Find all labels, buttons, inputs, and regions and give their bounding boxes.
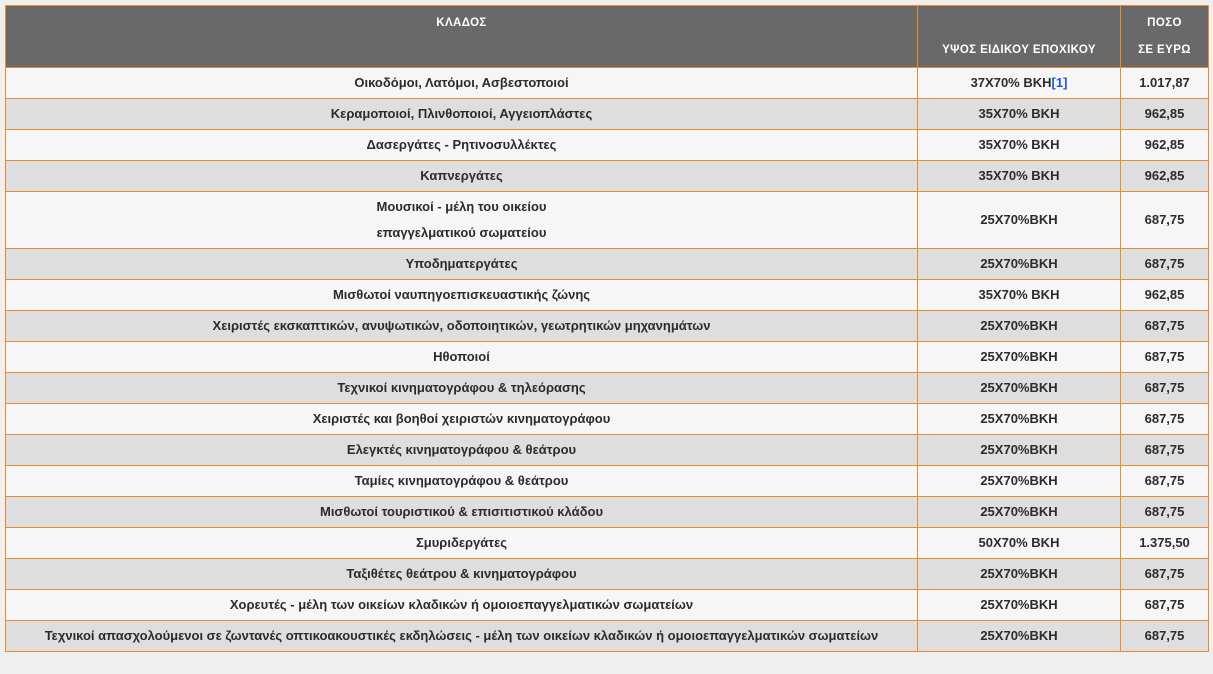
ypsos-cell [918,559,1121,590]
klados-cell [6,621,918,652]
header-klados-line2 [6,37,917,64]
ypsos-text: 25X70%ΒΚΗ [980,212,1058,227]
ypsos-text: 25X70%ΒΚΗ [980,628,1058,643]
klados-cell [6,311,918,342]
ypsos-text: 35X70% ΒΚΗ [978,137,1060,152]
ypsos-text: 25X70%ΒΚΗ [980,411,1058,426]
poso-cell: 1.017,87 [1121,68,1209,99]
ypsos-cell [918,161,1121,192]
ypsos-text: 25X70%ΒΚΗ [980,566,1058,581]
ypsos-cell [918,249,1121,280]
poso-cell: 687,75 [1121,311,1209,342]
klados-text: Οικοδόμοι, Λατόμοι, Ασβεστοποιοί [354,75,569,90]
table-row [6,130,1209,161]
header-klados [6,6,918,68]
ypsos-cell [918,130,1121,161]
poso-cell: 687,75 [1121,621,1209,652]
table-row [6,590,1209,621]
poso-cell: 687,75 [1121,342,1209,373]
poso-cell: 687,75 [1121,559,1209,590]
ypsos-cell [918,466,1121,497]
ypsos-cell [918,280,1121,311]
ypsos-cell [918,68,1121,99]
ypsos-text: 25X70%ΒΚΗ [980,256,1058,271]
table-row [6,435,1209,466]
poso-cell: 962,85 [1121,280,1209,311]
header-poso [1121,6,1209,68]
ypsos-cell [918,342,1121,373]
klados-text: Υποδηματεργάτες [405,256,518,271]
klados-text: Κεραμοποιοί, Πλινθοποιοί, Αγγειοπλάστες [330,106,593,121]
klados-text: Χορευτές - μέλη των οικείων κλαδικών ή ομοιοεπαγγελματικών σωματείων [229,597,694,612]
table-header [6,6,1209,68]
poso-cell: 687,75 [1121,249,1209,280]
klados-cell [6,130,918,161]
klados-cell [6,559,918,590]
table-row [6,497,1209,528]
klados-cell [6,192,918,249]
ypsos-text: 37X70% ΒΚΗ [970,75,1052,90]
klados-text: Χειριστές και βοηθοί χειριστών κινηματογράφου [312,411,611,426]
poso-cell: 687,75 [1121,192,1209,249]
ypsos-cell [918,373,1121,404]
klados-cell [6,249,918,280]
table-row [6,342,1209,373]
table-row [6,161,1209,192]
ypsos-text: 25X70%ΒΚΗ [980,597,1058,612]
klados-text: Ηθοποιοί [433,349,490,364]
ypsos-text: 25X70%ΒΚΗ [980,380,1058,395]
poso-cell: 962,85 [1121,130,1209,161]
klados-cell [6,497,918,528]
klados-text: Ταμίες κινηματογράφου & θεάτρου [354,473,569,488]
klados-cell [6,280,918,311]
table-row [6,373,1209,404]
header-row [6,6,1209,68]
poso-cell: 687,75 [1121,404,1209,435]
poso-cell: 962,85 [1121,161,1209,192]
table-row [6,528,1209,559]
klados-cell [6,466,918,497]
header-ypsos [918,6,1121,68]
ypsos-text: 35X70% ΒΚΗ [978,287,1060,302]
ypsos-text: 25X70%ΒΚΗ [980,473,1058,488]
table-row [6,466,1209,497]
poso-cell: 687,75 [1121,497,1209,528]
poso-cell: 1.375,50 [1121,528,1209,559]
klados-cell [6,528,918,559]
klados-cell [6,68,918,99]
klados-cell [6,373,918,404]
footnote-link[interactable]: [1] [1051,75,1068,90]
poso-cell: 687,75 [1121,590,1209,621]
table-row [6,311,1209,342]
klados-cell [6,161,918,192]
ypsos-cell [918,435,1121,466]
klados-text: Σμυριδεργάτες [415,535,508,550]
klados-text: Χειριστές εκσκαπτικών, ανυψωτικών, οδοποιητικών, γεωτρητικών μηχανημάτων [212,318,711,333]
ypsos-text: 25X70%ΒΚΗ [980,504,1058,519]
klados-text: Μουσικοί - μέλη του οικείου [376,199,547,214]
poso-cell: 687,75 [1121,373,1209,404]
poso-cell: 962,85 [1121,99,1209,130]
ypsos-cell [918,528,1121,559]
table-row [6,68,1209,99]
klados-cell [6,404,918,435]
ypsos-cell [918,497,1121,528]
table-row [6,621,1209,652]
header-ypsos-label: ΥΨΟΣ ΕΙΔΙΚΟΥ ΕΠΟΧΙΚΟΥ [942,43,1096,56]
klados-text: Ελεγκτές κινηματογράφου & θεάτρου [346,442,577,457]
klados-cell [6,435,918,466]
ypsos-cell [918,404,1121,435]
klados-cell [6,590,918,621]
seasonal-benefits-table [5,5,1209,652]
table-row [6,99,1209,130]
ypsos-text: 50X70% ΒΚΗ [978,535,1060,550]
ypsos-text: 35X70% ΒΚΗ [978,106,1060,121]
header-poso-label: ΠΟΣΟ [1147,16,1182,29]
header-ypsos-line1 [918,10,1120,37]
header-poso-label-line2: ΣΕ ΕΥΡΩ [1138,43,1191,56]
klados-text: Τεχνικοί κινηματογράφου & τηλεόρασης [337,380,586,395]
table-body [6,68,1209,652]
klados-text: Μισθωτοί τουριστικού & επισιτιστικού κλάδου [319,504,604,519]
klados-text: Τεχνικοί απασχολούμενοι σε ζωντανές οπτικοακουστικές εκδηλώσεις - μέλη των οικείων κλαδικών ή ομοιοεπαγγελματικών σωματείων [44,628,879,643]
table-row [6,404,1209,435]
ypsos-cell [918,621,1121,652]
klados-text: Μισθωτοί ναυπηγοεπισκευαστικής ζώνης [332,287,591,302]
ypsos-text: 25X70%ΒΚΗ [980,349,1058,364]
ypsos-cell [918,311,1121,342]
table-row [6,559,1209,590]
klados-cell [6,342,918,373]
klados-text-line2: επαγγελματικού σωματείου [376,225,547,240]
table-row [6,280,1209,311]
ypsos-cell [918,99,1121,130]
poso-cell: 687,75 [1121,435,1209,466]
ypsos-text: 35X70% ΒΚΗ [978,168,1060,183]
klados-cell [6,99,918,130]
klados-text: Δασεργάτες - Ρητινοσυλλέκτες [366,137,557,152]
klados-text: Καπνεργάτες [420,168,503,183]
header-klados-label: ΚΛΑΔΟΣ [436,16,487,29]
ypsos-text: 25X70%ΒΚΗ [980,442,1058,457]
table-row [6,249,1209,280]
ypsos-cell [918,590,1121,621]
klados-text: Ταξιθέτες θεάτρου & κινηματογράφου [346,566,577,581]
table-row [6,192,1209,249]
poso-cell: 687,75 [1121,466,1209,497]
ypsos-text: 25X70%ΒΚΗ [980,318,1058,333]
ypsos-cell [918,192,1121,249]
